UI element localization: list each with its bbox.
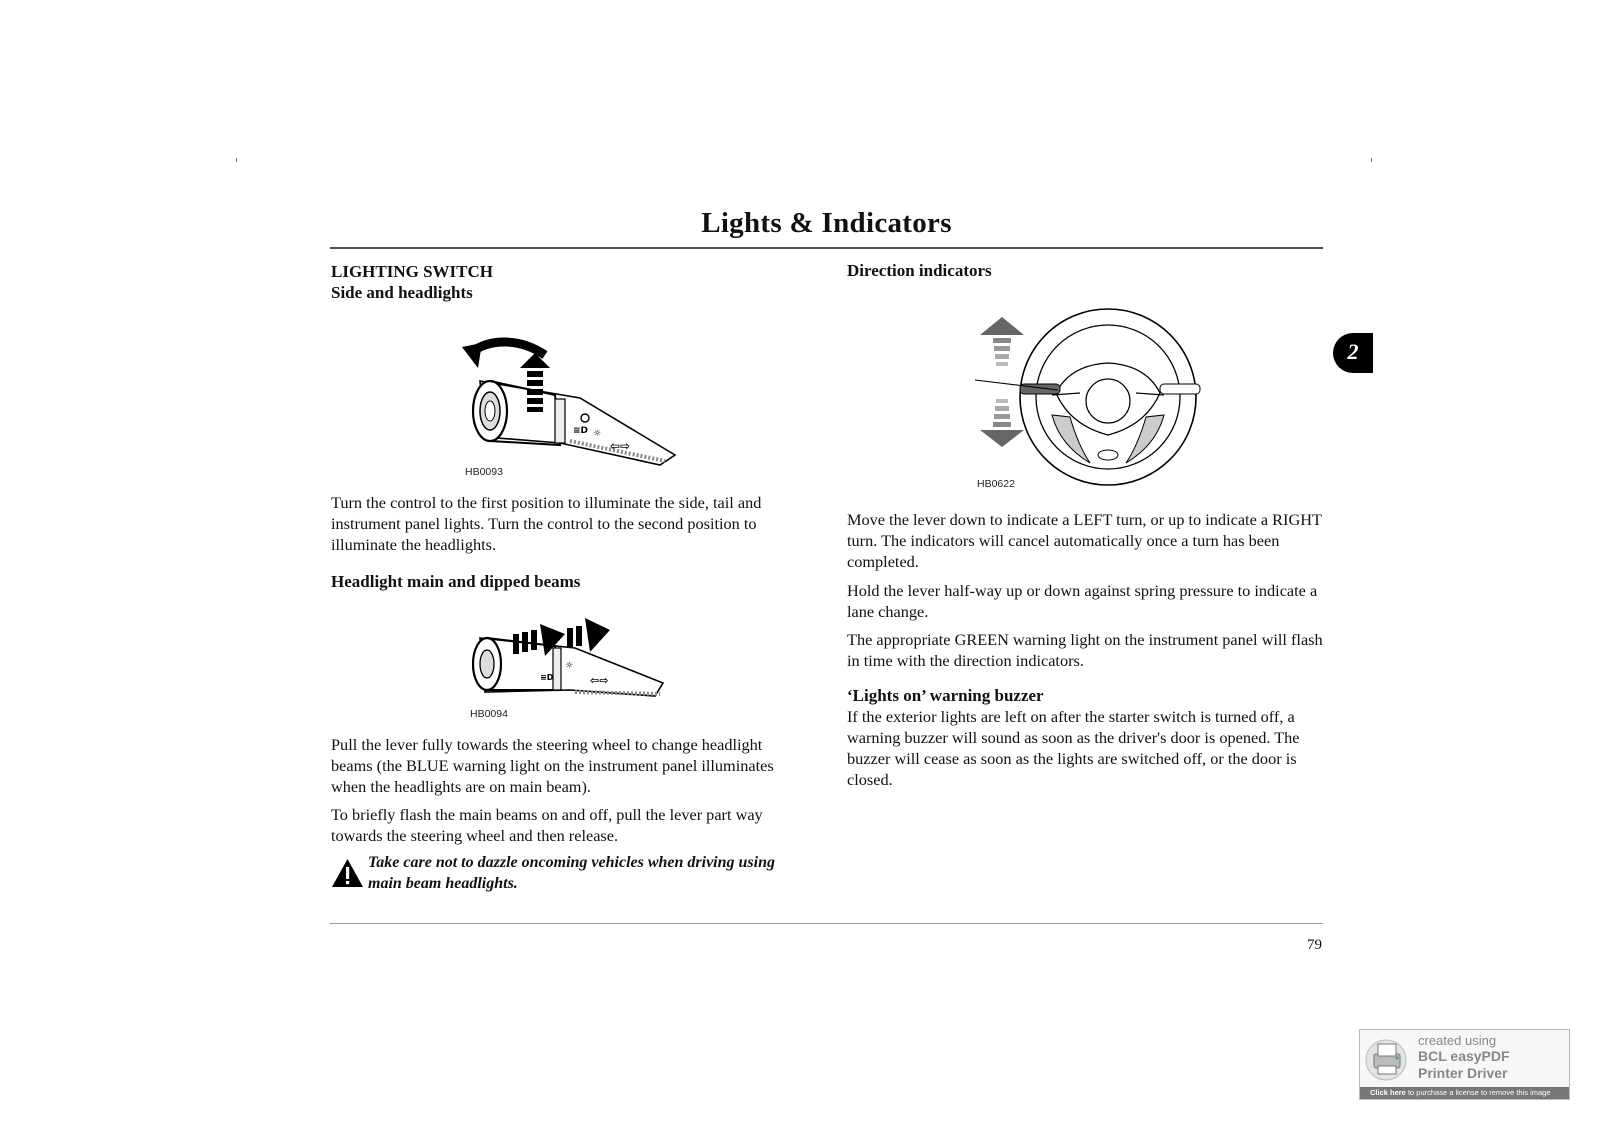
warning-icon — [331, 858, 364, 888]
figure-caption-hb0093: HB0093 — [465, 466, 503, 478]
badge-click-here[interactable]: Click here — [1370, 1088, 1406, 1097]
chapter-number: 2 — [1347, 339, 1359, 364]
dazzle-warning-text: Take care not to dazzle oncoming vehicles when driving using main beam headlights. — [368, 854, 775, 892]
green-light-paragraph: The appropriate GREEN warning light on the instrument panel will flash in time with the direction indicators. — [847, 630, 1323, 670]
badge-line-2: BCL easyPDF — [1418, 1048, 1510, 1064]
beams-paragraph: Pull the lever fully towards the steering wheel to change headlight beams (the BLUE warning light on the instrument panel illuminates when the headlights are on main beam). — [331, 735, 774, 796]
svg-text:≡D: ≡D — [573, 426, 589, 436]
indicate-turn-paragraph: Move the lever down to indicate a LEFT turn, or up to indicate a RIGHT turn. The indicators will cancel automatically once a turn has been completed. — [847, 510, 1322, 571]
bcl-easypdf-badge[interactable] — [1359, 1029, 1570, 1100]
svg-text:⇦⇨: ⇦⇨ — [590, 674, 609, 687]
svg-text:⇦⇨: ⇦⇨ — [610, 439, 631, 453]
chapter-tab — [1333, 333, 1373, 373]
title-rule — [330, 247, 1323, 249]
lighting-switch-heading: LIGHTING SWITCH — [331, 262, 494, 281]
headlight-beams-illustration — [465, 618, 685, 713]
figure-caption-hb0622: HB0622 — [977, 478, 1015, 490]
printer-icon — [1364, 1036, 1412, 1082]
badge-bar-text: to purchase a license to remove this image — [1407, 1088, 1551, 1097]
crop-mark-left — [236, 158, 237, 162]
badge-line-3: Printer Driver — [1418, 1065, 1508, 1081]
svg-text:☼: ☼ — [593, 429, 602, 439]
page-number: 79 — [1307, 937, 1322, 953]
warning-buzzer-heading: ‘Lights on’ warning buzzer — [847, 686, 1044, 705]
direction-indicators-heading: Direction indicators — [847, 261, 992, 280]
svg-text:≡D: ≡D — [540, 673, 554, 682]
lighting-switch-illustration — [460, 333, 690, 478]
steering-wheel-illustration — [960, 305, 1220, 490]
badge-purchase-link[interactable] — [1360, 1087, 1569, 1099]
badge-line-1: created using — [1418, 1033, 1497, 1048]
page-title: Lights & Indicators — [701, 207, 952, 239]
svg-text:☼: ☼ — [565, 661, 574, 671]
figure-caption-hb0094: HB0094 — [470, 708, 508, 720]
main-dipped-beams-heading: Headlight main and dipped beams — [331, 572, 581, 591]
warning-buzzer-paragraph: If the exterior lights are left on after the starter switch is turned off, a warning buzzer will sound as soon as the driver's door is opened. The buzzer will cease as soon as the lights are switched off, or the door is closed. — [847, 707, 1300, 789]
lighting-switch-paragraph: Turn the control to the first position to illuminate the side, tail and instrument panel lights. Turn the control to the second position to illuminate the headlights. — [331, 493, 762, 554]
footer-rule — [330, 923, 1323, 924]
side-headlights-subheading: Side and headlights — [331, 283, 473, 302]
crop-mark-right — [1371, 158, 1372, 162]
flash-paragraph: To briefly flash the main beams on and off, pull the lever part way towards the steering wheel and then release. — [331, 805, 763, 845]
lane-change-paragraph: Hold the lever half-way up or down against spring pressure to indicate a lane change. — [847, 581, 1318, 621]
